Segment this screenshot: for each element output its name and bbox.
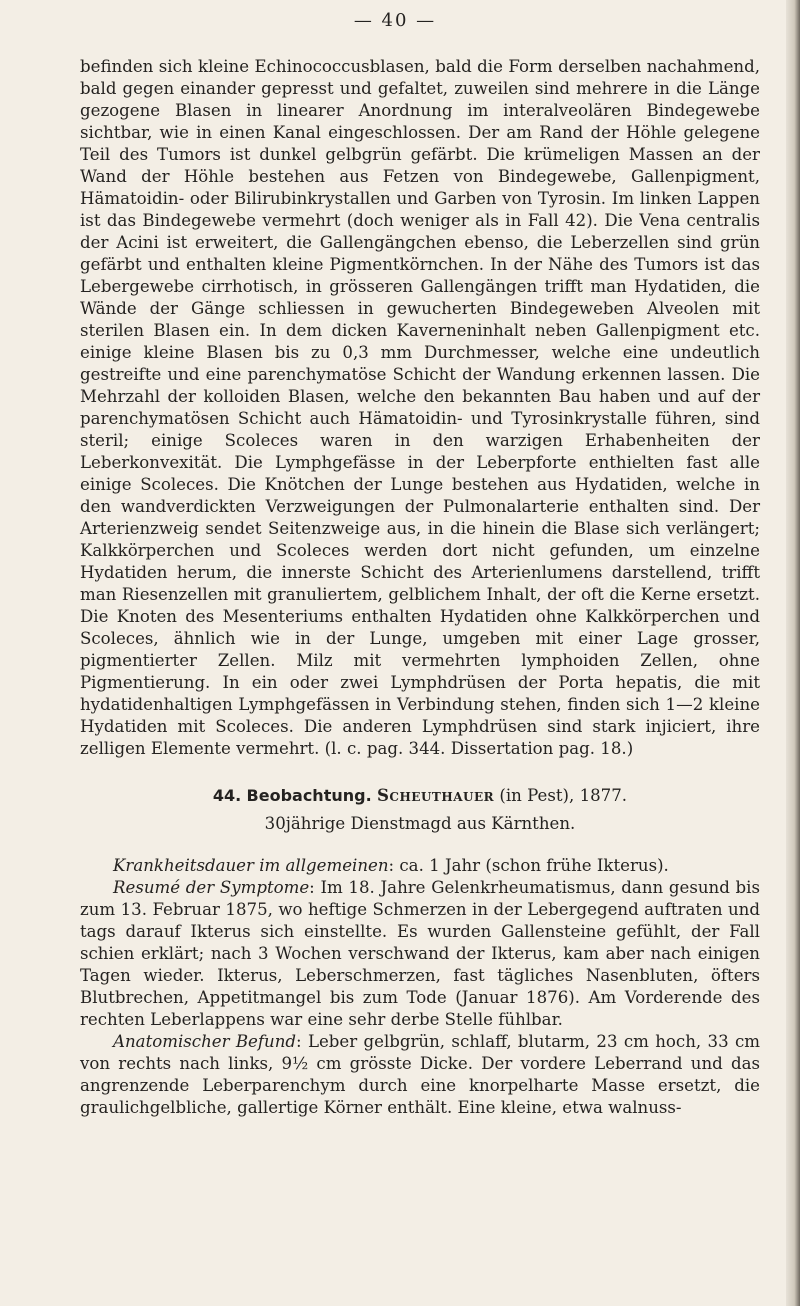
paragraph-duration bbox=[80, 855, 760, 877]
page-edge-shadow bbox=[786, 0, 800, 1306]
paragraph-findings bbox=[80, 1031, 760, 1119]
paragraph-symptoms bbox=[80, 877, 760, 1031]
observation-word: Beobachtung. bbox=[246, 786, 372, 805]
patient-description: 30jährige Dienstmagd aus Kärnthen. bbox=[264, 814, 576, 833]
paragraph-continued: befinden sich kleine Echinococcusblasen, bald die Form derselben nachahmend, bald gegen einander gepresst und gefaltet, zuweilen sind mehrere in die Länge gezogene Blasen in linearer Anordnung im interalveolären Bindegewebe sichtbar, wie in einen Kanal eingeschlossen. Der am Rand der Höhle gelegene Teil des Tumors ist dunkel gelbgrün gefärbt. Die krümeligen Massen an der Wand der Höhle bestehen aus Fetzen von Bindegewebe, Gallenpigment, Hämatoidin- oder Bilirubinkrystallen und Garben von Tyrosin. Im linken Lappen ist das Bindegewebe vermehrt (doch weniger als in Fall 42). Die Vena centralis der Acini ist erweitert, die Gallengängchen ebenso, die Leberzellen sind grün gefärbt und enthalten kleine Pigmentkörnchen. In der Nähe des Tumors ist das Lebergewebe cirrhotisch, in grösseren Gallengängen trifft man Hydatiden, die Wände der Gänge schliessen in gewucherten Bindegeweben Alveolen mit sterilen Blasen ein. In dem dicken Kaverneninhalt neben Gallenpigment etc. einige kleine Blasen bis zu 0,3 mm Durchmesser, welche eine undeutlich gestreifte und eine parenchymatöse Schicht der Wandung erkennen lassen. Die Mehrzahl der kolloiden Blasen, welche den bekannten Bau haben und auf der parenchymatösen Schicht auch Hämatoidin- und Tyrosinkrystalle führen, sind steril; einige Scoleces waren in den warzigen Erhabenheiten der Leberkonvexität. Die Lymphgefässe in der Leberpforte enthielten fast alle einige Scoleces. Die Knötchen der Lunge bestehen aus Hydatiden, welche in den wandverdickten Verzweigungen der Pulmonalarterie enthalten sind. Der Arterienzweig sendet Seitenzweige aus, in die hinein die Blase sich verlängert; Kalkkörperchen und Scoleces werden dort nicht gefunden, um einzelne Hydatiden herum, die innerste Schicht des Arterienlumens darstellend, trifft man Riesenzellen mit granuliertem, gelblichem Inhalt, der oft die Kerne ersetzt. Die Knoten des Mesenteriums enthalten Hydatiden ohne Kalkkörperchen und Scoleces, ähnlich wie in der Lunge, umgeben mit einer Lage grosser, pigmentierter Zellen. Milz mit vermehrten lymphoiden Zellen, ohne Pigmentierung. In ein oder zwei Lymphdrüsen der Porta hepatis, die mit hydatidenhaltigen Lymphgefässen in Verbindung stehen, finden sich 1—2 kleine Hydatiden mit Scoleces. Die anderen Lymphdrüsen sind stark injiciert, ihre zelligen Elemente vermehrt. (l. c. pag. 344. Dissertation pag. 18.) bbox=[80, 57, 760, 758]
page-number: — 40 — bbox=[353, 10, 437, 31]
symptoms-label: Resumé der Symptome bbox=[113, 878, 310, 897]
observation-place-year: (in Pest), 1877. bbox=[499, 786, 628, 805]
symptoms-text: : Im 18. Jahre Gelenkrheumatismus, dann gesund bis zum 13. Februar 1875, wo heftige Schmerzen in der Lebergegend auftraten und tags darauf Ikterus sich einstellte. Es wurden Gallensteine gefühlt, der Fall schien erklärt; nach 3 Wochen verschwand der Ikterus, kam aber nach einigen Tagen wieder. Ikterus, Leberschmerzen, fast tägliches Nasenbluten, öfters Blutbrechen, Appetitmangel bis zum Tode (Januar 1876). Am Vorderende des rechten Leberlappens war eine sehr derbe Stelle fühlbar. bbox=[80, 878, 760, 1029]
observation-heading bbox=[80, 784, 760, 807]
findings-label: Anatomischer Befund bbox=[113, 1032, 297, 1051]
findings-text: : Leber gelbgrün, schlaff, blutarm, 23 cm hoch, 33 cm von rechts nach links, 9½ cm grösste Dicke. Der vordere Leberrand und das angrenzende Leberparenchym durch eine knorpelharte Masse ersetzt, die graulichgelbliche, gallertige Körner enthält. Eine kleine, etwa walnuss- bbox=[80, 1032, 760, 1117]
author-name: Scheuthauer bbox=[376, 785, 495, 805]
page-body bbox=[80, 56, 760, 1119]
duration-text: : ca. 1 Jahr (schon frühe Ikterus). bbox=[388, 856, 669, 875]
observation-number: 44. bbox=[212, 786, 242, 805]
duration-label: Krankheitsdauer im allgemeinen bbox=[113, 856, 389, 875]
